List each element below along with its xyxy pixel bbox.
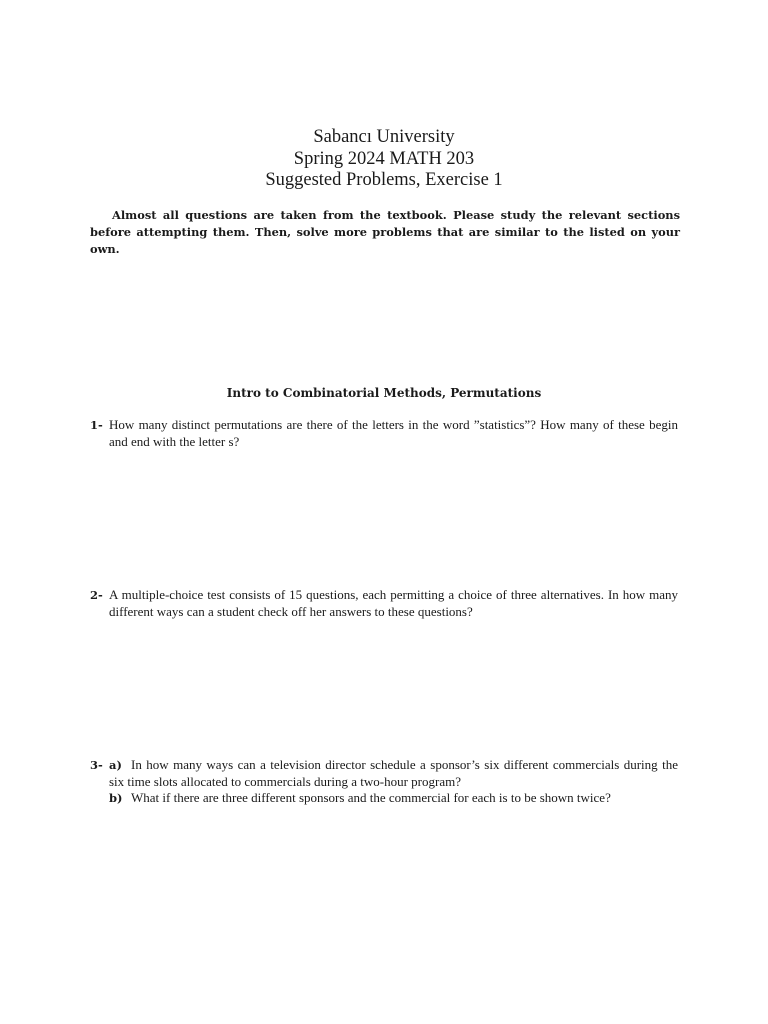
university-name: Sabancı University — [313, 127, 455, 147]
document-title: Suggested Problems, Exercise 1 — [265, 170, 503, 190]
problem-text: A multiple-choice test consists of 15 questions, each permitting a choice of three alternatives. In how many different ways can a student check off her answers to these questions? — [109, 587, 678, 619]
document-header — [0, 127, 768, 192]
part-text: What if there are three different sponsors and the commercial for each is to be shown twice? — [131, 790, 611, 805]
problem-number: 3- — [90, 758, 103, 772]
intro-paragraph: Almost all questions are taken from the textbook. Please study the relevant sections before attempting them. Then, solve more problems that are similar to the listed on your own. — [90, 208, 680, 256]
part-label: b) — [109, 791, 123, 805]
course-name: Spring 2024 MATH 203 — [293, 148, 475, 169]
problem-parts — [109, 757, 678, 807]
problem-3 — [90, 757, 678, 807]
part-label: a) — [109, 758, 122, 772]
section-heading: Intro to Combinatorial Methods, Permutations — [226, 386, 542, 400]
problem-text: How many distinct permutations are there of the letters in the word ”statistics”? How many of these begin and end with the letter s? — [109, 417, 678, 449]
problem-1 — [90, 417, 678, 450]
problem-2 — [90, 587, 678, 620]
part-text: In how many ways can a television director schedule a sponsor’s six different commercials during the six time slots allocated to commercials during a two-hour program? — [109, 757, 678, 789]
problem-part-a — [109, 757, 678, 790]
problem-part-b — [109, 790, 678, 807]
problem-number: 2- — [90, 588, 103, 602]
problem-number: 1- — [90, 418, 103, 432]
